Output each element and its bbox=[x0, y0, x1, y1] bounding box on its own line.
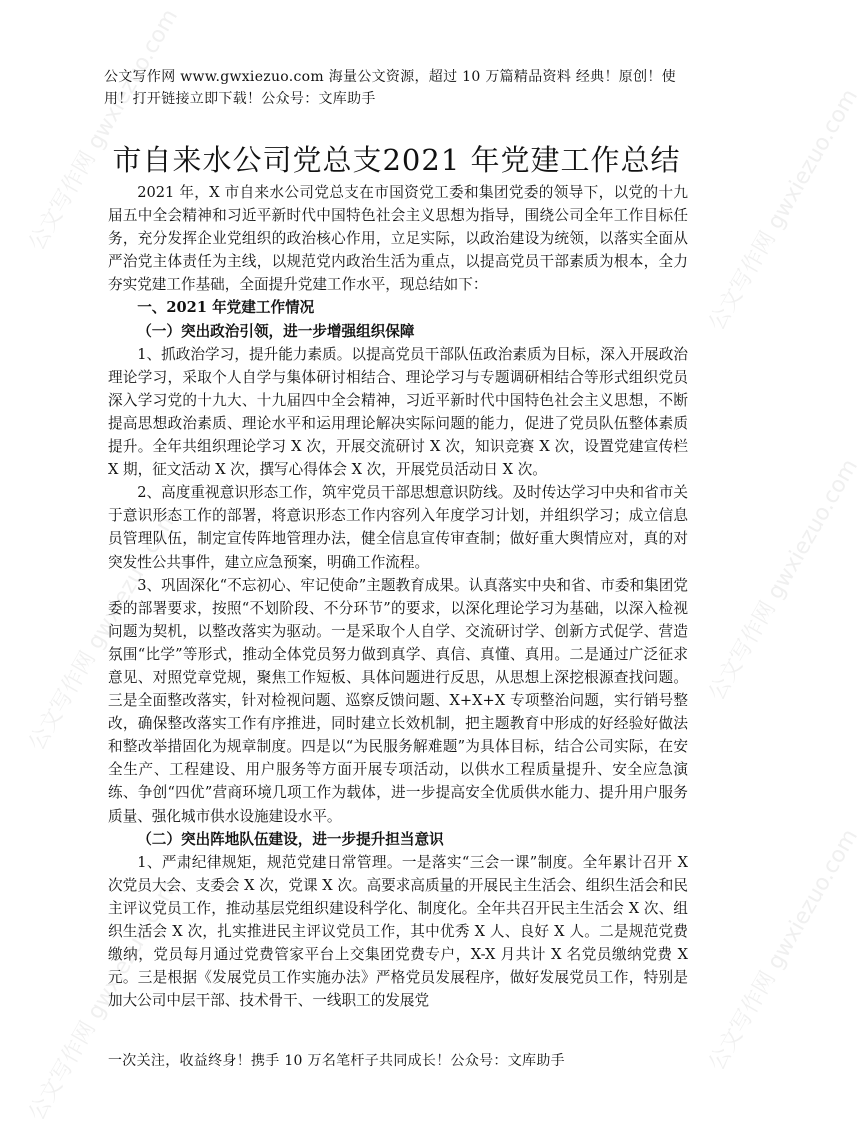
subsection-heading: （二）突出阵地队伍建设，进一步提升担当意识 bbox=[137, 830, 444, 848]
intro-paragraph: 2021 年，X 市自来水公司党总支在市国资党工委和集团党委的领导下，以党的十九届五中全会精神和习近平新时代中国特色社会主义思想为指导，围绕公司全年工作目标任务，充分发挥企业党组织的政治核心作用，立足实际，以政治建设为统领，以落实全面从严治党主体责任为主线，以规范党内政治生活为重点，以提高党员干部素质为根本，全力夯实党建工作基础，全面提升党建工作水平，现总结如下： bbox=[108, 184, 688, 294]
watermark: 公文写作网 gwxiezuo.com bbox=[704, 85, 864, 336]
subsection-heading: （一）突出政治引领，进一步增强组织保障 bbox=[137, 322, 415, 340]
body-paragraph: 1、严肃纪律规矩，规范党建日常管理。一是落实“三会一课”制度。全年累计召开 X 次党员大会、支委会 X 次，党课 X 次。高要求高质量的开展民主生活会、组织生活会和民主评议党员工作，推动基层党组织建设科学化、制度化。全年共召开民主生活会 X 次、组织生活会 X 次，扎实推进民主评议党员工作，其中优秀 X 人、良好 X 人。二是规范党费缴纳，党员每月通过党费管家平台上交集团党费专户，X-X 月共计 X 名党员缴纳党费 X 元。三是根据《发展党员工作实施办法》严格党员发展程序，做好发展党员工作，特别是加大公司中层干部、技术骨干、一线职工的发展党 bbox=[108, 853, 688, 1010]
watermark: 公文写作网 gwxiezuo.com bbox=[24, 875, 184, 1125]
section-heading: 一、2021 年党建工作情况 bbox=[137, 299, 315, 317]
watermark: 公文写作网 gwxiezuo.com bbox=[24, 5, 184, 255]
watermark: 公文写作网 gwxiezuo.com bbox=[704, 825, 864, 1075]
body-paragraph: 3、巩固深化“不忘初心、牢记使命”主题教育成果。认真落实中央和省、市委和集团党委的部署要求，按照“不划阶段、不分环节”的要求，以深化理论学习为基础，以深入检视问题为契机，以整改落实为驱动。一是采取个人自学、交流研讨学、创新方式促学、营造氛围“比学”等形式，推动全体党员努力做到真学、真信、真懂、真用。二是通过广泛征求意见、对照党章党规，聚焦工作短板、具体问题进行反思，从思想上深挖根源查找问题。三是全面整改落实，针对检视问题、巡察反馈问题、X+X+X 专项整治问题，实行销号整改，确保整改落实工作有序推进，同时建立长效机制，把主题教育中形成的好经验好做法和整改举措固化为规章制度。四是以“为民服务解难题”为具体目标，结合公司实际，在安全生产、工程建设、用户服务等方面开展专项活动，以供水工程质量提升、安全应急演练、争创“四优”营商环境几项工作为载体，进一步提高安全优质供水能力、提升用户服务质量、强化城市供水设施建设水平。 bbox=[108, 576, 688, 825]
body-paragraph: 2、高度重视意识形态工作，筑牢党员干部思想意识防线。及时传达学习中央和省市关于意识形态工作的部署，将意识形态工作内容列入年度学习计划，并组织学习；成立信息员管理队伍，制定宣传阵地管理办法，健全信息宣传审查制；做好重大舆情应对，真的对突发性公共事件，建立应急预案，明确工作流程。 bbox=[108, 484, 688, 571]
document-body bbox=[108, 181, 688, 1012]
body-paragraph: 1、抓政治学习，提升能力素质。以提高党员干部队伍政治素质为目标，深入开展政治理论学习，采取个人自学与集体研讨相结合、理论学习与专题调研相结合等形式组织党员深入学习党的十九大、十九届四中全会精神，习近平新时代中国特色社会主义思想，不断提高思想政治素质、理论水平和运用理论解决实际问题的能力，促进了党员队伍整体素质提升。全年共组织理论学习 X 次，开展交流研讨 X 次，知识竞赛 X 次，设置党建宣传栏 X 期，征文活动 X 次，撰写心得体会 X 次，开展党员活动日 X 次。 bbox=[108, 345, 688, 479]
watermark: 公文写作网 gwxiezuo.com bbox=[704, 455, 864, 705]
document-title: 市自来水公司党总支2021 年党建工作总结 bbox=[112, 143, 681, 177]
header-note: 公文写作网 www.gwxiezuo.com 海量公文资源，超过 10 万篇精品资料 经典！原创！使用！打开链接立即下载！公众号：文库助手 bbox=[104, 69, 676, 107]
footer-note: 一次关注，收益终身！携手 10 万名笔杆子共同成长！公众号：文库助手 bbox=[108, 1053, 565, 1069]
watermark: 公文写作网 gwxiezuo.com bbox=[24, 505, 184, 755]
